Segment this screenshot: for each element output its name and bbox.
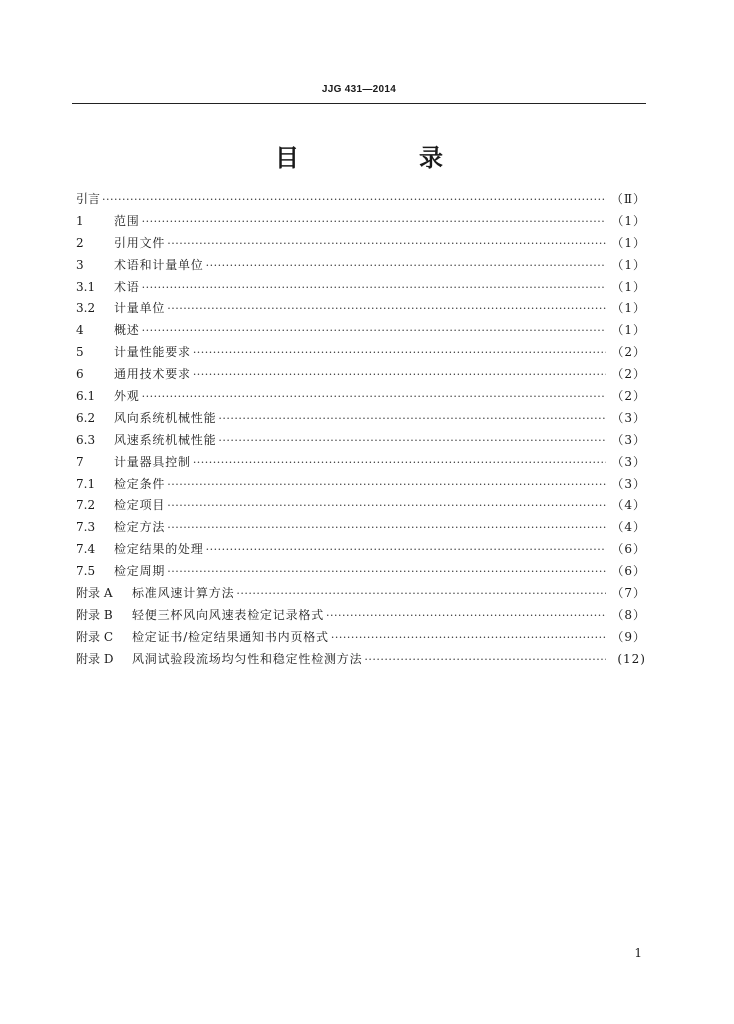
toc-entry[interactable] [76,189,646,211]
toc-entry[interactable] [76,452,646,474]
toc-entry-number: 7.1 [76,476,96,491]
toc-dot-leader [193,342,606,364]
toc-dot-leader [218,430,606,452]
toc-entry-title: 范围 [114,213,140,228]
toc-dot-leader [364,649,606,671]
toc-entry-page: （1） [611,213,646,228]
toc-entry-page: （1） [611,279,646,294]
toc-entry[interactable] [76,342,646,364]
toc-entry[interactable] [76,605,646,627]
toc-dot-leader [167,298,606,320]
page-number: 1 [634,946,642,960]
toc-dot-leader [167,233,606,255]
toc-entry-page: （2） [611,367,646,382]
toc-entry-page: （1） [611,257,646,272]
toc-entry-title: 概述 [114,323,140,338]
toc-dot-leader [331,627,606,649]
toc-dot-leader [142,211,606,233]
toc-entry-title: 检定条件 [114,476,166,491]
toc-entry-number: 6 [76,367,84,382]
toc-dot-leader [167,495,606,517]
table-of-contents [76,189,646,671]
toc-entry[interactable] [76,211,646,233]
toc-entry-title: 检定证书/检定结果通知书内页格式 [132,629,329,644]
toc-entry[interactable] [76,430,646,452]
toc-entry-title: 通用技术要求 [114,367,191,382]
toc-entry-page: (12) [617,651,646,666]
toc-entry-number: 4 [76,323,84,338]
toc-entry[interactable] [76,386,646,408]
toc-dot-leader [167,517,606,539]
toc-entry-page: （3） [611,432,646,447]
toc-dot-leader [142,386,606,408]
toc-entry-title: 外观 [114,389,140,404]
toc-entry-page: （1） [611,323,646,338]
toc-entry-title: 计量单位 [114,301,166,316]
toc-dot-leader [206,539,606,561]
toc-entry[interactable] [76,364,646,386]
toc-entry-number: 3 [76,257,84,272]
toc-entry-number: 引言 [76,192,101,206]
toc-entry-title: 计量性能要求 [114,345,191,360]
toc-entry-number: 3.1 [76,279,96,294]
toc-entry-page: （6） [611,564,646,579]
toc-entry-page: （4） [611,498,646,513]
toc-entry-number: 附录 D [76,651,114,666]
toc-dot-leader [167,561,606,583]
toc-entry-title: 检定项目 [114,498,166,513]
document-code-header: JJG 431—2014 [321,84,397,95]
toc-entry[interactable] [76,277,646,299]
toc-entry-page: （Ⅱ） [610,192,646,206]
toc-entry[interactable] [76,320,646,342]
toc-entry-page: （2） [611,389,646,404]
toc-entry-number: 7.4 [76,542,96,557]
toc-entry[interactable] [76,255,646,277]
toc-entry-number: 6.3 [76,432,96,447]
toc-entry-page: （8） [611,607,646,622]
toc-dot-leader [193,364,606,386]
toc-entry[interactable] [76,408,646,430]
toc-dot-leader [236,583,606,605]
toc-entry-title: 检定周期 [114,564,166,579]
toc-entry[interactable] [76,233,646,255]
toc-entry-title: 检定结果的处理 [114,542,204,557]
toc-entry-page: （3） [611,476,646,491]
page-title: 目 录 [275,144,491,172]
toc-entry-page: （3） [611,410,646,425]
toc-entry-number: 7.5 [76,564,96,579]
toc-dot-leader [102,189,606,211]
header-rule [72,103,646,104]
toc-dot-leader [326,605,606,627]
toc-entry-title: 引用文件 [114,235,166,250]
toc-dot-leader [206,255,606,277]
toc-dot-leader [142,320,606,342]
toc-entry-title: 术语 [114,279,140,294]
toc-entry-page: （4） [611,520,646,535]
toc-entry[interactable] [76,539,646,561]
toc-entry-number: 附录 B [76,607,113,622]
toc-entry[interactable] [76,649,646,671]
toc-entry[interactable] [76,298,646,320]
toc-dot-leader [218,408,606,430]
toc-entry-page: （7） [611,586,646,601]
toc-entry-title: 轻便三杯风向风速表检定记录格式 [132,607,325,622]
toc-entry-page: （6） [611,542,646,557]
toc-entry-title: 风速系统机械性能 [114,432,217,447]
toc-entry-title: 术语和计量单位 [114,257,204,272]
toc-entry-number: 附录 C [76,629,113,644]
toc-entry[interactable] [76,495,646,517]
toc-dot-leader [193,452,606,474]
toc-entry-title: 计量器具控制 [114,454,191,469]
toc-entry-title: 风向系统机械性能 [114,410,217,425]
toc-entry-title: 检定方法 [114,520,166,535]
toc-entry-page: （1） [611,235,646,250]
toc-entry-page: （2） [611,345,646,360]
toc-entry-number: 6.2 [76,410,96,425]
toc-entry[interactable] [76,583,646,605]
toc-entry[interactable] [76,627,646,649]
toc-entry-number: 1 [76,213,84,228]
toc-entry-title: 标准风速计算方法 [132,586,235,601]
toc-entry-number: 2 [76,235,84,250]
toc-entry-number: 附录 A [76,586,113,601]
toc-entry[interactable] [76,517,646,539]
toc-entry-number: 7 [76,454,84,469]
toc-entry-number: 6.1 [76,389,96,404]
toc-entry-page: （9） [611,629,646,644]
toc-entry[interactable] [76,561,646,583]
toc-entry-number: 5 [76,345,84,360]
toc-entry-page: （3） [611,454,646,469]
toc-entry-page: （1） [611,301,646,316]
toc-entry-number: 7.3 [76,520,96,535]
toc-dot-leader [142,277,606,299]
toc-entry-number: 7.2 [76,498,96,513]
toc-entry[interactable] [76,474,646,496]
toc-entry-title: 风洞试验段流场均匀性和稳定性检测方法 [132,651,363,666]
toc-dot-leader [167,474,606,496]
toc-entry-number: 3.2 [76,301,96,316]
